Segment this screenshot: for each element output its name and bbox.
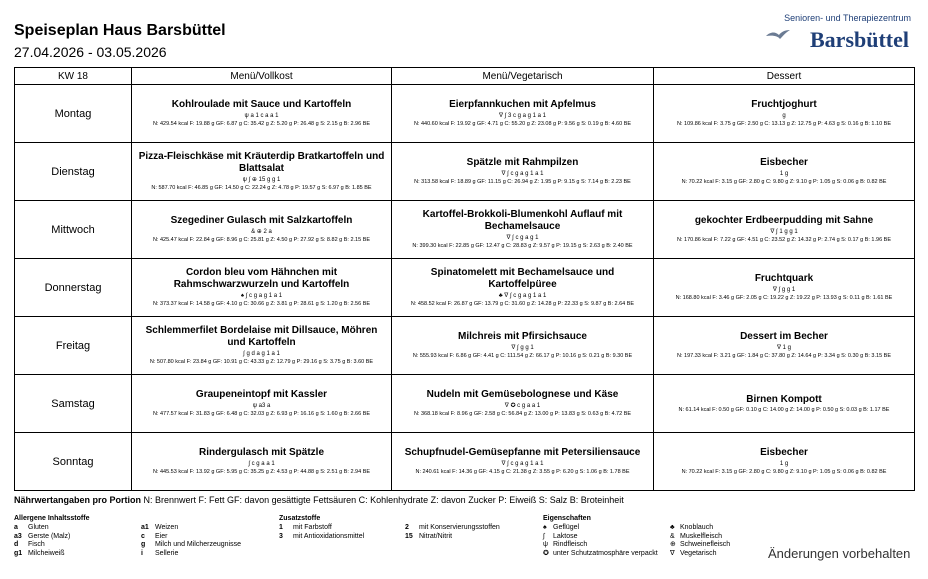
- dessert-cell: [654, 317, 915, 375]
- logo: [765, 13, 915, 53]
- dish-name: Graupeneintopf mit Kassler: [195, 389, 328, 400]
- day-cell: Freitag: [15, 317, 132, 375]
- vollkost-cell: [132, 259, 392, 317]
- nutrition-info: N: 555.93 kcal F: 6.86 g GF: 4.41 g C: 111.54 g Z: 66.17 g P: 10.16 g S: 0.21 g B: 9.30 BE: [412, 353, 633, 359]
- vegetarisch-cell: [392, 317, 654, 375]
- legend-key: &: [670, 532, 675, 540]
- dish-name: Schupfnudel-Gemüsepfanne mit Petersiliensauce: [404, 447, 641, 458]
- legend-item: [14, 541, 89, 550]
- legend-item: [543, 524, 658, 533]
- nutrition-info: N: 70.22 kcal F: 3.15 g GF: 2.80 g C: 9.80 g Z: 9.10 g P: 1.05 g S: 0.06 g B: 0.82 BE: [681, 469, 887, 475]
- allergen-legend-2: [141, 524, 241, 559]
- legend-key: ♣: [670, 523, 675, 531]
- table-row: [15, 317, 915, 375]
- dish-name: Nudeln mit Gemüsebolognese und Käse: [426, 389, 619, 400]
- legend-item: [141, 533, 241, 542]
- legend-key: a: [14, 523, 18, 531]
- vegetarisch-cell: [392, 85, 654, 143]
- nutrition-legend-label: Nährwertangaben pro Portion: [14, 495, 142, 505]
- legend-value: Gerste (Malz): [28, 532, 71, 540]
- dish-codes: ∇ ✪ c g a a 1: [504, 403, 541, 409]
- legend-value: mit Antioxidationsmittel: [293, 532, 365, 540]
- dessert-cell: [654, 259, 915, 317]
- property-legend: [543, 515, 658, 559]
- dish-name: Cordon bleu vom Hähnchen mit Rahmschwarzwurzeln und Kartoffeln: [173, 267, 350, 290]
- legend-key: a3: [14, 532, 22, 540]
- legend-key: ∇: [670, 550, 675, 558]
- table-row: [15, 201, 915, 259]
- dish-codes: & ⊕ 2 a: [251, 229, 272, 235]
- dish-name: Spinatomelett mit Bechamelsauce und Kartoffelpüree: [430, 267, 615, 290]
- legend-key: ∫: [543, 532, 545, 540]
- legend-item: [14, 550, 89, 559]
- additive-legend: [279, 515, 364, 541]
- nutrition-info: N: 507.80 kcal F: 23.84 g GF: 10.91 g C: 43.33 g Z: 12.79 g P: 29.16 g S: 3.75 g B: 3.60 BE: [149, 359, 374, 365]
- table-row: [15, 143, 915, 201]
- nutrition-info: N: 368.18 kcal F: 8.96 g GF: 2.58 g C: 56.84 g Z: 13.00 g P: 13.83 g S: 0.63 g B: 4.72 BE: [413, 411, 632, 417]
- legend-value: Vegetarisch: [680, 550, 717, 558]
- dish-codes: ♣ ∇ ∫ c g a g 1 a 1: [498, 293, 547, 299]
- legend-item: [279, 524, 364, 533]
- legend-value: mit Konservierungsstoffen: [419, 523, 500, 531]
- legend-item: [14, 524, 89, 533]
- nutrition-info: N: 373.37 kcal F: 14.58 g GF: 4.10 g C: 30.66 g Z: 3.81 g P: 28.61 g S: 1.20 g B: 2.56 BE: [152, 301, 371, 307]
- dish-codes: ψ a 1 c a a 1: [244, 113, 279, 119]
- legend-value: Milcheiweiß: [28, 550, 65, 558]
- legend-key: i: [141, 550, 143, 558]
- property-legend-2: [670, 524, 730, 559]
- legend-key: ♠: [543, 523, 547, 531]
- additive-legend-2: [405, 524, 500, 542]
- dish-name: Eisbecher: [760, 157, 808, 168]
- table-row: [15, 259, 915, 317]
- dish-codes: ♠ ∫ c g a g 1 a 1: [240, 293, 283, 299]
- nutrition-info: N: 477.57 kcal F: 31.83 g GF: 6.48 g C: 32.03 g Z: 6.93 g P: 16.16 g S: 1.60 g B: 2.66 BE: [152, 411, 371, 417]
- legend-value: Schweinefleisch: [680, 541, 731, 549]
- dish-name: Eisbecher: [760, 447, 808, 458]
- legend-item: [405, 533, 500, 542]
- dish-codes: 1 g: [779, 461, 789, 467]
- dish-codes: ∇ ∫ c g a g 1: [506, 235, 539, 241]
- nutrition-legend-text: N: Brennwert F: Fett GF: davon gesättigte Fettsäuren C: Kohlenhydrate Z: davon Zucker P: Eiweiß S: Salz B: Broteinheit: [143, 495, 624, 505]
- legend-key: ✪: [543, 550, 549, 558]
- legend-key: 2: [405, 523, 409, 531]
- legend-item: [279, 533, 364, 542]
- dish-codes: ∇ ∫ c g a g 1 a 1: [501, 461, 544, 467]
- legend-item: [141, 524, 241, 533]
- legend-key: g1: [14, 550, 23, 558]
- dish-codes: ∇ ∫ g g 1: [772, 287, 796, 293]
- legend-title: Eigenschaften: [543, 515, 591, 522]
- legend-item: [670, 524, 730, 533]
- column-header: Menü/Vollkost: [132, 68, 392, 85]
- day-cell: Sonntag: [15, 433, 132, 491]
- legend-column: [405, 524, 500, 542]
- nutrition-info: N: 440.60 kcal F: 19.92 g GF: 4.71 g C: 55.20 g Z: 23.08 g P: 9.56 g S: 0.19 g B: 4.60 BE: [413, 121, 632, 127]
- nutrition-info: N: 170.86 kcal F: 7.22 g GF: 4.51 g C: 23.52 g Z: 14.32 g P: 2.74 g S: 0.17 g B: 1.96 BE: [676, 237, 892, 243]
- dish-codes: ψ a3 a: [252, 403, 271, 409]
- dish-name: Rindergulasch mit Spätzle: [198, 447, 325, 458]
- dessert-cell: [654, 143, 915, 201]
- column-header: Menü/Vegetarisch: [392, 68, 654, 85]
- dish-name: Kohlroulade mit Sauce und Kartoffeln: [171, 99, 352, 110]
- nutrition-info: N: 587.70 kcal F: 46.85 g GF: 14.50 g C: 22.24 g Z: 4.78 g P: 19.57 g S: 6.97 g B: 1.85 BE: [151, 185, 372, 191]
- vegetarisch-cell: [392, 433, 654, 491]
- table-row: [15, 375, 915, 433]
- legend-value: Muskelfleisch: [680, 532, 723, 540]
- dish-codes: 1 g: [779, 171, 789, 177]
- legend-value: unter Schutzatmosphäre verpackt: [553, 550, 658, 558]
- nutrition-info: N: 197.33 kcal F: 3.21 g GF: 1.84 g C: 37.80 g Z: 14.64 g P: 3.34 g S: 0.30 g B: 3.15 BE: [676, 353, 892, 359]
- legend-column: [141, 524, 241, 559]
- legend-value: mit Farbstoff: [293, 523, 332, 531]
- dish-name: Eierpfannkuchen mit Apfelmus: [449, 99, 596, 110]
- legend-key: a1: [141, 523, 149, 531]
- legend-title: Zusatzstoffe: [279, 515, 321, 522]
- menu-table: [14, 67, 915, 491]
- dish-name: Szegediner Gulasch mit Salzkartoffeln: [170, 215, 353, 226]
- table-row: [15, 433, 915, 491]
- day-cell: Mittwoch: [15, 201, 132, 259]
- legend-key: c: [141, 532, 145, 540]
- dish-name: Birnen Kompott: [746, 393, 822, 405]
- dish-codes: ψ ∫ ⊕ 15 g g 1: [242, 177, 281, 183]
- legend-item: [14, 533, 89, 542]
- nutrition-legend: [14, 495, 624, 505]
- nutrition-info: N: 168.80 kcal F: 3.46 g GF: 2.05 g C: 19.22 g Z: 19.22 g P: 13.93 g S: 0.11 g B: 1.61 BE: [675, 295, 893, 301]
- legend-key: 3: [279, 532, 283, 540]
- legend-item: [670, 550, 730, 559]
- day-cell: Dienstag: [15, 143, 132, 201]
- legend-column: [14, 524, 89, 559]
- legend-key: ⊕: [670, 541, 676, 549]
- dessert-cell: [654, 433, 915, 491]
- bird-icon: [765, 27, 791, 43]
- dessert-cell: [654, 85, 915, 143]
- dessert-cell: [654, 201, 915, 259]
- legend-item: [141, 541, 241, 550]
- dish-codes: ∫ g d a g 1 a 1: [243, 351, 280, 357]
- nutrition-info: N: 109.86 kcal F: 3.75 g GF: 2.50 g C: 13.13 g Z: 12.75 g P: 4.63 g S: 0.16 g B: 1.10 BE: [676, 121, 892, 127]
- footer-note: Änderungen vorbehalten: [768, 546, 911, 561]
- legend-key: 15: [405, 532, 413, 540]
- legend-item: [141, 550, 241, 559]
- legend-item: [405, 524, 500, 533]
- table-header-row: [15, 68, 915, 85]
- vegetarisch-cell: [392, 375, 654, 433]
- vollkost-cell: [132, 201, 392, 259]
- dish-codes: ∇ ∫ 3 c g a g 1 a 1: [498, 113, 547, 119]
- legend-value: Fisch: [28, 541, 45, 549]
- legend-key: g: [141, 541, 146, 549]
- legend-title: Allergene Inhaltsstoffe: [14, 515, 90, 522]
- column-header: KW 18: [15, 68, 132, 85]
- day-cell: Montag: [15, 85, 132, 143]
- nutrition-info: N: 70.22 kcal F: 3.15 g GF: 2.80 g C: 9.80 g Z: 9.10 g P: 1.05 g S: 0.06 g B: 0.82 BE: [681, 179, 887, 185]
- nutrition-info: N: 429.54 kcal F: 19.88 g GF: 6.87 g C: 35.42 g Z: 5.20 g P: 26.48 g S: 2.15 g B: 2.96 BE: [152, 121, 371, 127]
- vegetarisch-cell: [392, 143, 654, 201]
- menu-body: [15, 85, 915, 491]
- legend-key: ψ: [543, 541, 548, 549]
- vollkost-cell: [132, 433, 392, 491]
- legend-value: Weizen: [155, 523, 179, 531]
- vegetarisch-cell: [392, 201, 654, 259]
- vollkost-cell: [132, 143, 392, 201]
- dish-name: Fruchtjoghurt: [751, 99, 817, 110]
- nutrition-info: N: 240.61 kcal F: 14.36 g GF: 4.15 g C: 21.38 g Z: 3.55 g P: 6.20 g S: 1.06 g B: 1.78 BE: [415, 469, 630, 475]
- legend-value: Sellerie: [155, 550, 179, 558]
- vollkost-cell: [132, 317, 392, 375]
- legend-value: Milch und Milcherzeugnisse: [155, 541, 241, 549]
- table-row: [15, 85, 915, 143]
- dish-codes: ∇ 1 g: [776, 345, 792, 351]
- legend-item: [543, 550, 658, 559]
- vollkost-cell: [132, 85, 392, 143]
- page-title: Speiseplan Haus Barsbüttel: [14, 22, 226, 39]
- legend-item: [543, 541, 658, 550]
- dish-codes: ∇ ∫ c g a g 1 a 1: [501, 171, 544, 177]
- legend-item: [670, 533, 730, 542]
- legend-value: Geflügel: [553, 523, 580, 531]
- dish-name: Dessert im Becher: [740, 331, 828, 342]
- dish-name: Fruchtquark: [754, 273, 814, 284]
- legend-value: Knoblauch: [680, 523, 714, 531]
- nutrition-info: N: 313.58 kcal F: 18.89 g GF: 11.15 g C: 26.94 g Z: 1.95 g P: 9.15 g S: 7.14 g B: 2.23 BE: [414, 179, 631, 185]
- legend-column: [279, 524, 364, 542]
- nutrition-info: N: 445.53 kcal F: 13.92 g GF: 5.95 g C: 35.25 g Z: 4.53 g P: 44.88 g S: 2.51 g B: 2.94 BE: [152, 469, 371, 475]
- legend-value: Laktose: [553, 532, 578, 540]
- column-header: Dessert: [654, 68, 915, 85]
- allergen-legend: [14, 515, 89, 559]
- logo-subtitle: Senioren- und Therapiezentrum: [784, 13, 911, 23]
- dish-name: gekochter Erdbeerpudding mit Sahne: [694, 215, 874, 226]
- legend-value: Nitrat/Nitrit: [419, 532, 453, 540]
- dish-codes: ∇ ∫ g g 1: [511, 345, 534, 351]
- nutrition-info: N: 61.14 kcal F: 0.50 g GF: 0.10 g C: 14.00 g Z: 14.00 g P: 0.50 g S: 0.03 g B: 1.17 BE: [678, 406, 890, 413]
- legend-column: [670, 524, 730, 559]
- legend-value: Rindfleisch: [553, 541, 588, 549]
- dish-name: Schlemmerfilet Bordelaise mit Dillsauce, Möhren und Kartoffeln: [145, 325, 378, 348]
- legend-item: [543, 533, 658, 542]
- legend-value: Gluten: [28, 523, 49, 531]
- dessert-cell: [654, 375, 915, 433]
- dish-codes: g: [782, 113, 786, 119]
- legend-column: [543, 524, 658, 559]
- day-cell: Donnerstag: [15, 259, 132, 317]
- dish-name: Milchreis mit Pfirsichsauce: [458, 331, 587, 342]
- logo-name: Barsbüttel: [810, 27, 909, 52]
- nutrition-info: N: 425.47 kcal F: 22.84 g GF: 8.96 g C: 25.81 g Z: 4.50 g P: 27.92 g S: 8.82 g B: 2.15 BE: [152, 237, 371, 243]
- dish-name: Pizza-Fleischkäse mit Kräuterdip Bratkartoffeln und Blattsalat: [138, 151, 385, 174]
- dish-name: Spätzle mit Rahmpilzen: [466, 157, 579, 168]
- vegetarisch-cell: [392, 259, 654, 317]
- vollkost-cell: [132, 375, 392, 433]
- legend-key: d: [14, 541, 19, 549]
- nutrition-info: N: 458.52 kcal F: 26.87 g GF: 13.79 g C: 31.60 g Z: 14.28 g P: 22.33 g S: 9.87 g B: 2.64 BE: [410, 301, 635, 307]
- day-cell: Samstag: [15, 375, 132, 433]
- nutrition-info: N: 399.30 kcal F: 22.85 g GF: 12.47 g C: 28.83 g Z: 9.57 g P: 19.15 g S: 2.63 g B: 2.40 BE: [412, 243, 633, 249]
- legend-item: [670, 541, 730, 550]
- dish-codes: ∇ ∫ 1 g g 1: [770, 229, 798, 235]
- dish-name: Kartoffel-Brokkoli-Blumenkohl Auflauf mit Bechamelsauce: [422, 209, 623, 232]
- legend-key: 1: [279, 523, 283, 531]
- legend-value: Eier: [155, 532, 168, 540]
- dish-codes: ∫ c g a a 1: [248, 461, 275, 467]
- date-range: 27.04.2026 - 03.05.2026: [14, 44, 167, 60]
